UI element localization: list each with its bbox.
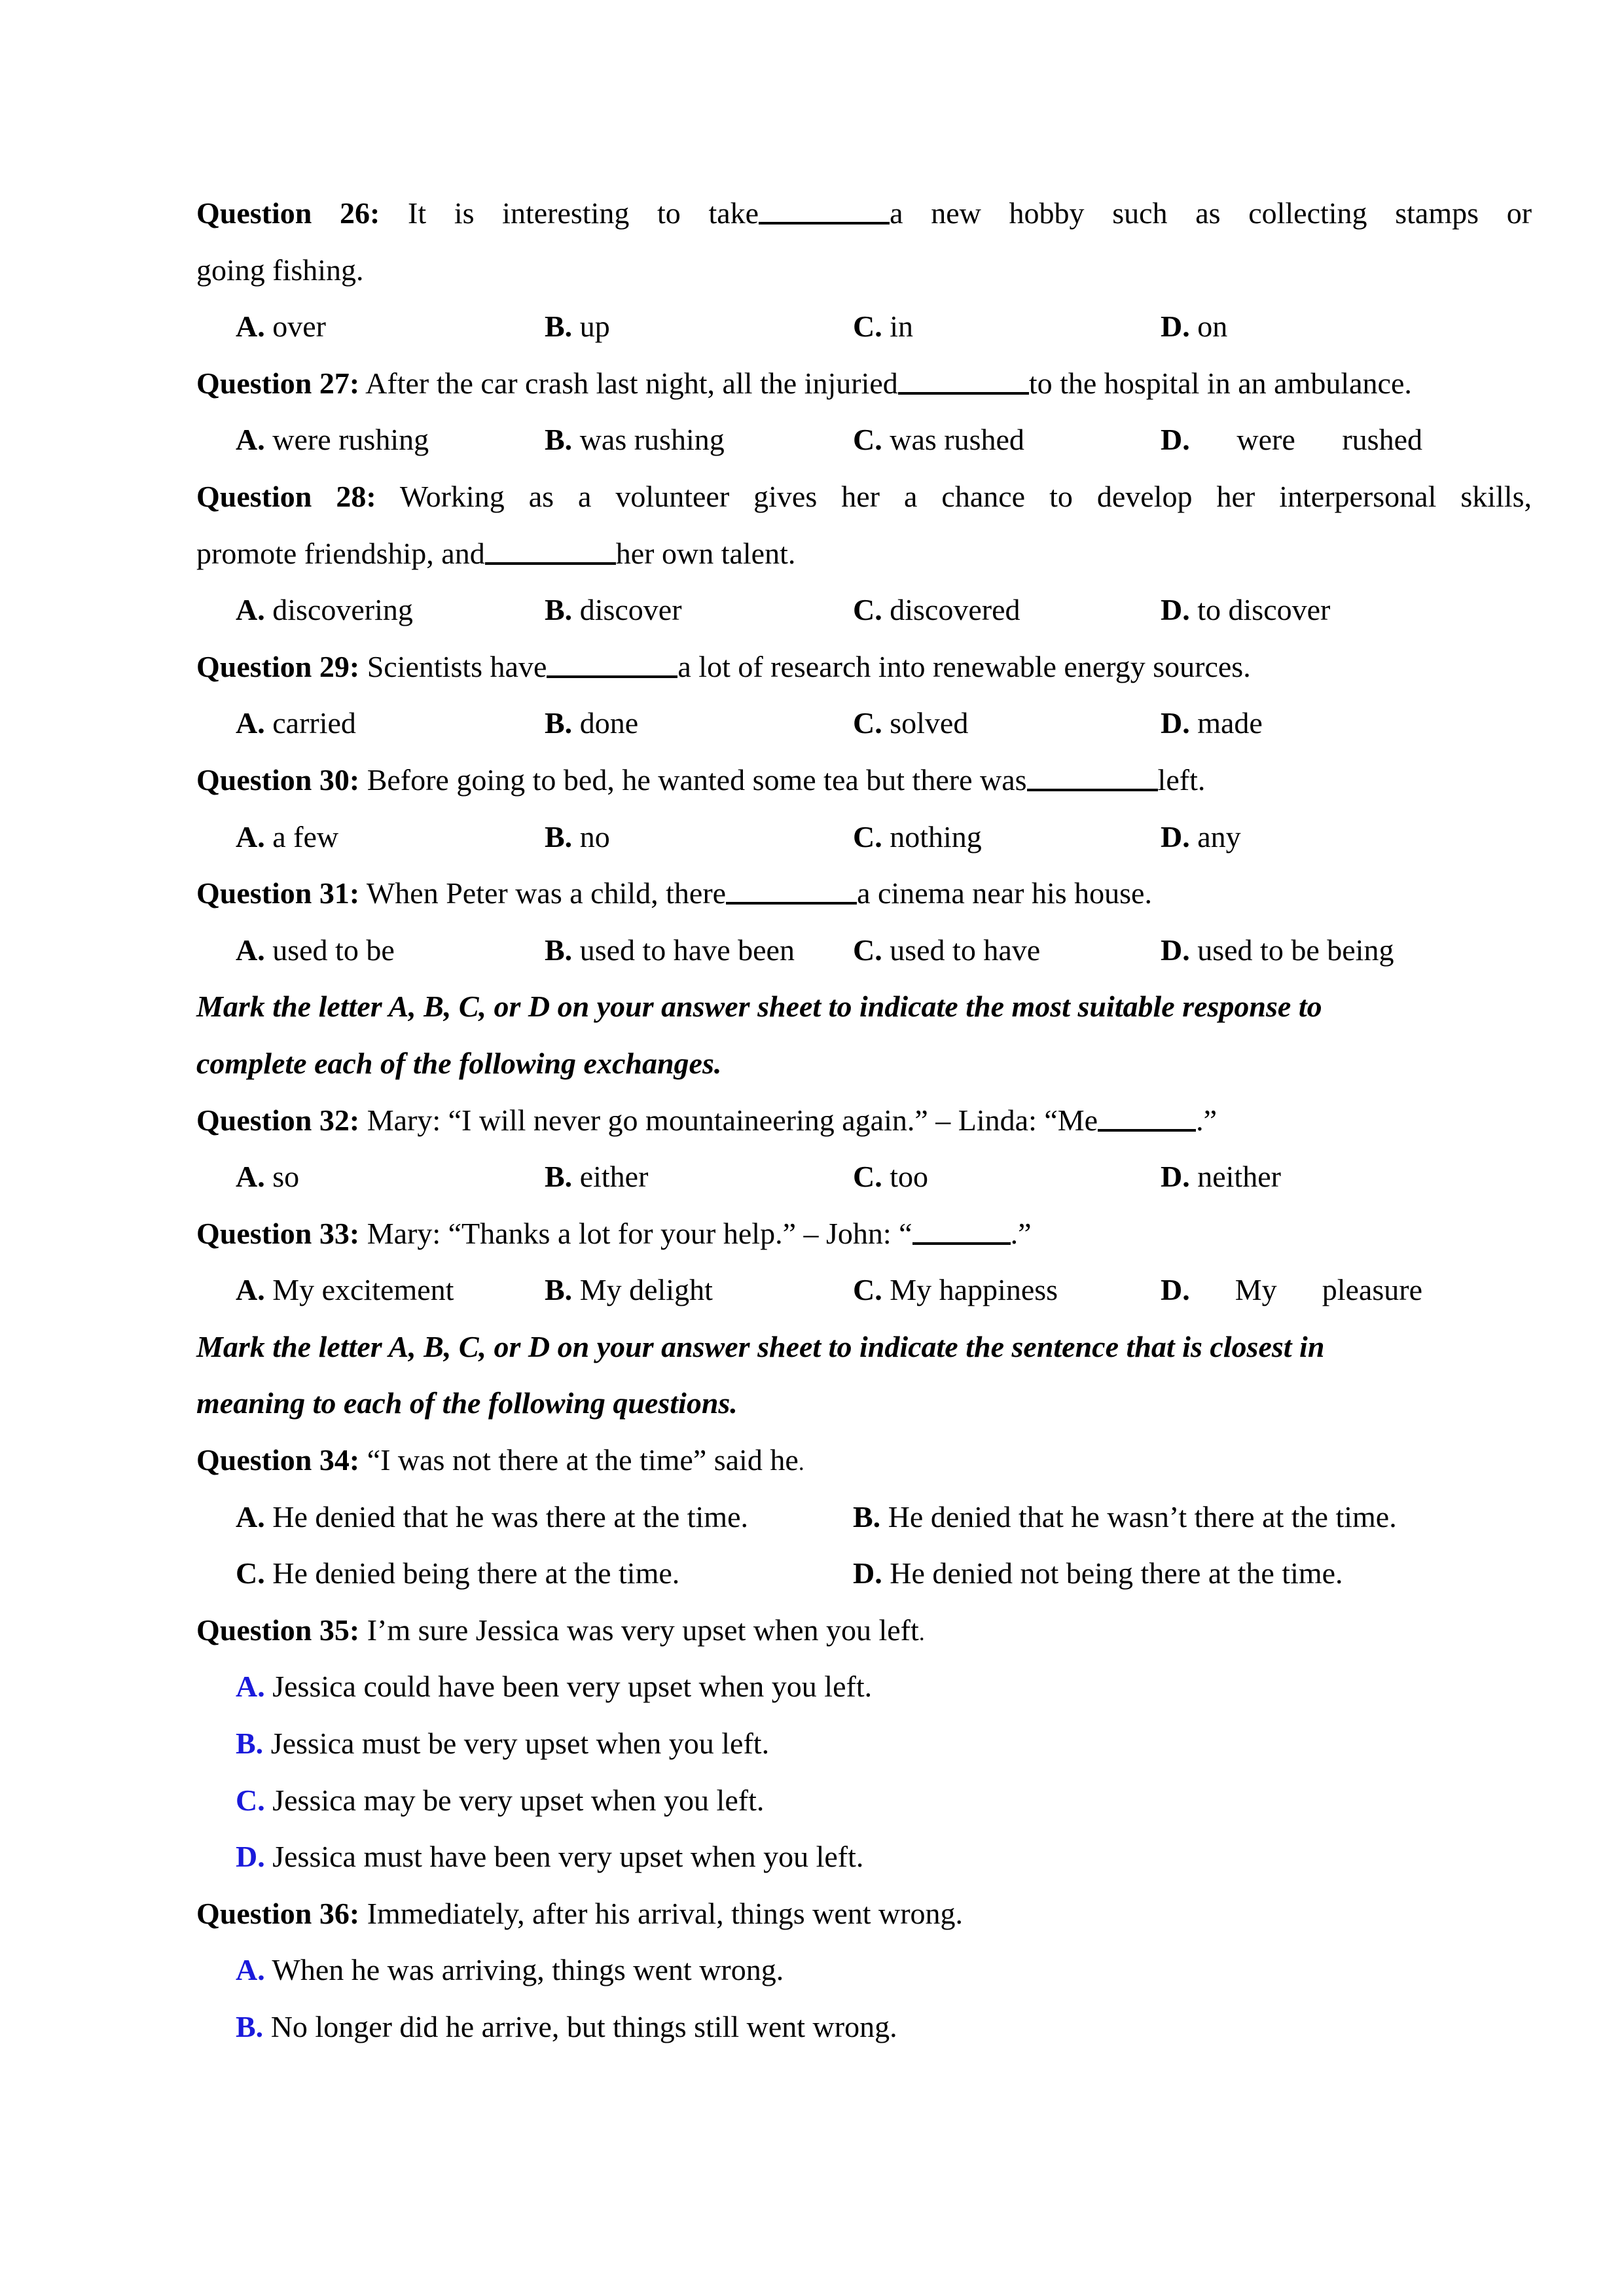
answer-blank bbox=[1027, 759, 1158, 791]
answer-blank bbox=[759, 192, 890, 224]
question-32-options bbox=[236, 1149, 1532, 1206]
question-26-stem: Question 26: It is interesting to take a new hobby such as collecting stamps or bbox=[196, 185, 1532, 242]
question-31-stem: Question 31: When Peter was a child, there a cinema near his house. bbox=[196, 865, 1532, 922]
option-c: C. My happiness bbox=[853, 1273, 1058, 1307]
option-b: B. discover bbox=[545, 593, 682, 627]
option-c: C. in bbox=[853, 310, 914, 344]
option-a: A. My excitement bbox=[236, 1273, 454, 1307]
question-33-options bbox=[236, 1262, 1532, 1319]
option-b: B. He denied that he wasn’t there at the time. bbox=[853, 1499, 1397, 1534]
option-c: C. used to have bbox=[853, 933, 1041, 967]
question-34-options-row1 bbox=[236, 1489, 1532, 1546]
question-27-stem: Question 27: After the car crash last night, all the injuried to the hospital in an ambulance. bbox=[196, 355, 1532, 412]
answer-blank bbox=[726, 872, 857, 905]
option-b: B. done bbox=[545, 706, 639, 740]
option-d: D. He denied not being there at the time. bbox=[853, 1556, 1343, 1590]
option-a: A. When he was arriving, things went wrong. bbox=[236, 1953, 784, 1987]
section-instruction-cont: complete each of the following exchanges. bbox=[196, 1046, 722, 1080]
question-28-options bbox=[236, 582, 1532, 639]
question-30-options bbox=[236, 809, 1532, 866]
question-label: Question 36: bbox=[196, 1896, 360, 1930]
option-a: A. discovering bbox=[236, 593, 413, 627]
question-label: Question 33: bbox=[196, 1216, 360, 1250]
option-d: D. My pleasure bbox=[1161, 1273, 1422, 1307]
question-30-stem: Question 30: Before going to bed, he wanted some tea but there was left. bbox=[196, 752, 1532, 809]
option-c: C. nothing bbox=[853, 819, 982, 853]
option-b: B. no bbox=[545, 819, 610, 853]
answer-blank bbox=[1098, 1099, 1196, 1132]
question-label: Question 30: bbox=[196, 762, 360, 797]
question-label: Question 34: bbox=[196, 1443, 360, 1477]
question-31-options bbox=[236, 922, 1532, 979]
question-label: Question 31: bbox=[196, 876, 360, 910]
question-label: Question 27: bbox=[196, 366, 360, 400]
option-a: A. were rushing bbox=[236, 423, 429, 457]
question-34-stem: Question 34: “I was not there at the time” said he. bbox=[196, 1443, 804, 1477]
question-27-options bbox=[236, 412, 1532, 469]
question-label: Question 32: bbox=[196, 1103, 360, 1137]
option-b: B. was rushing bbox=[545, 423, 725, 457]
question-34-options-row2 bbox=[236, 1545, 1532, 1602]
option-b: B. used to have been bbox=[545, 933, 795, 967]
option-d: D. Jessica must have been very upset when you left. bbox=[236, 1840, 864, 1874]
question-35-stem: Question 35: I’m sure Jessica was very upset when you left. bbox=[196, 1613, 925, 1647]
option-a: A. over bbox=[236, 310, 326, 344]
option-a: A. carried bbox=[236, 706, 356, 740]
answer-blank bbox=[898, 362, 1029, 395]
option-c: C. He denied being there at the time. bbox=[236, 1556, 680, 1590]
option-d: D. neither bbox=[1161, 1160, 1281, 1194]
option-a: A. He denied that he was there at the time. bbox=[236, 1499, 749, 1534]
option-d: D. to discover bbox=[1161, 593, 1331, 627]
question-28-stem-cont: promote friendship, and her own talent. bbox=[196, 526, 1532, 583]
question-32-stem: Question 32: Mary: “I will never go mountaineering again.” – Linda: “Me .” bbox=[196, 1092, 1532, 1149]
question-label: Question 35: bbox=[196, 1613, 360, 1647]
option-b: B. No longer did he arrive, but things still went wrong. bbox=[236, 2010, 897, 2043]
question-26-stem-cont: going fishing. bbox=[196, 253, 364, 287]
question-28-stem: Question 28: Working as a volunteer gives her a chance to develop her interpersonal skills, bbox=[196, 479, 1532, 513]
option-b: B. My delight bbox=[545, 1273, 713, 1307]
document-body bbox=[196, 185, 1532, 2056]
question-36-stem: Question 36: Immediately, after his arrival, things went wrong. bbox=[196, 1896, 964, 1930]
option-d: D. were rushed bbox=[1161, 423, 1422, 457]
option-b: B. either bbox=[545, 1160, 649, 1194]
option-a: A. used to be bbox=[236, 933, 395, 967]
option-d: D. on bbox=[1161, 310, 1228, 344]
option-a: A. Jessica could have been very upset when you left. bbox=[236, 1670, 873, 1704]
option-d: D. used to be being bbox=[1161, 933, 1394, 967]
question-label: Question 28: bbox=[196, 479, 376, 513]
option-a: A. a few bbox=[236, 819, 339, 853]
option-b: B. Jessica must be very upset when you left. bbox=[236, 1727, 770, 1761]
option-b: B. up bbox=[545, 310, 610, 344]
section-instruction: Mark the letter A, B, C, or D on your answer sheet to indicate the sentence that is closest in bbox=[196, 1329, 1325, 1363]
option-d: D. made bbox=[1161, 706, 1263, 740]
question-29-options bbox=[236, 695, 1532, 752]
question-29-stem: Question 29: Scientists have a lot of research into renewable energy sources. bbox=[196, 639, 1532, 696]
option-c: C. discovered bbox=[853, 593, 1020, 627]
answer-blank bbox=[912, 1212, 1011, 1245]
section-instruction: Mark the letter A, B, C, or D on your answer sheet to indicate the most suitable response to bbox=[196, 990, 1322, 1024]
question-label: Question 29: bbox=[196, 649, 360, 683]
option-a: A. so bbox=[236, 1160, 300, 1194]
section-instruction-cont: meaning to each of the following questions. bbox=[196, 1386, 738, 1420]
question-26-options bbox=[236, 298, 1532, 355]
question-label: Question 26: bbox=[196, 196, 380, 230]
option-c: C. was rushed bbox=[853, 423, 1024, 457]
option-d: D. any bbox=[1161, 819, 1241, 853]
question-33-stem: Question 33: Mary: “Thanks a lot for your help.” – John: “ .” bbox=[196, 1206, 1532, 1263]
option-c: C. too bbox=[853, 1160, 929, 1194]
option-c: C. solved bbox=[853, 706, 969, 740]
answer-blank bbox=[547, 645, 677, 678]
option-c: C. Jessica may be very upset when you left. bbox=[236, 1783, 765, 1817]
answer-blank bbox=[485, 532, 616, 565]
